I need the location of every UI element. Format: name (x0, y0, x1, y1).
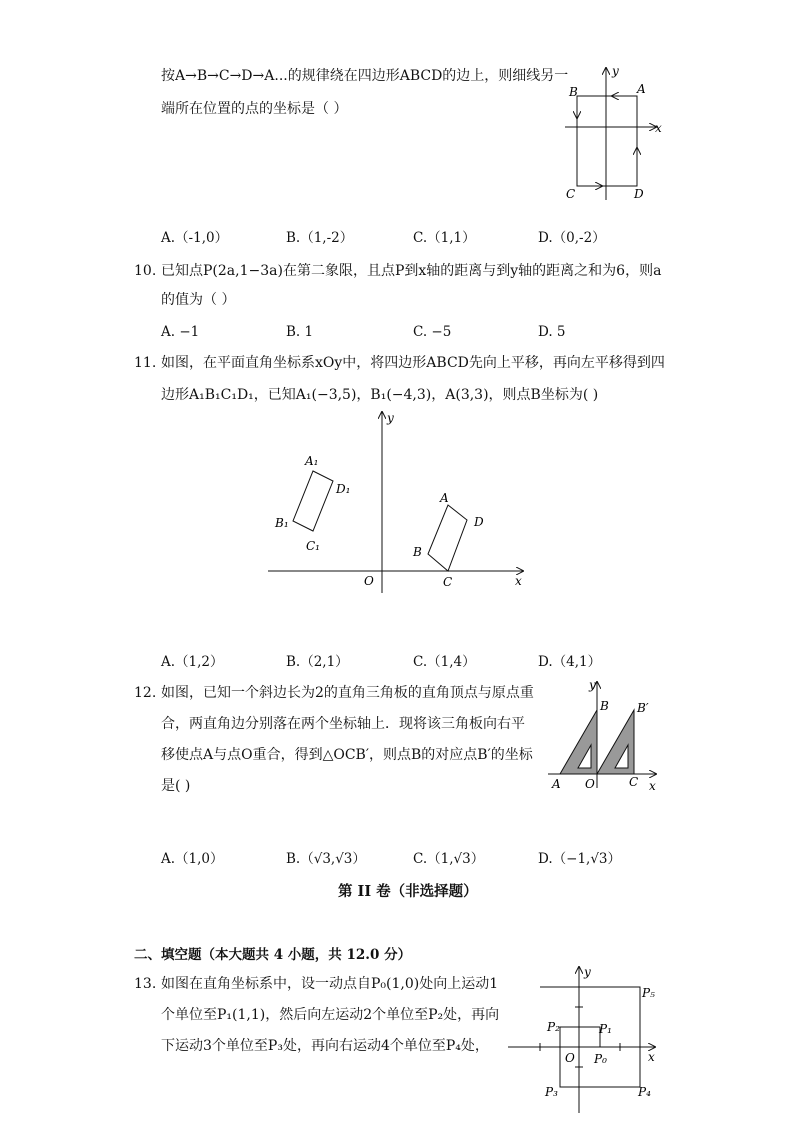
q12-option-d[interactable]: D.（−1,√3） (538, 851, 622, 867)
q12-option-a[interactable]: A.（1,0） (161, 851, 224, 867)
q9-option-a[interactable]: A.（-1,0） (161, 230, 229, 246)
label-a1: A₁ (305, 454, 319, 468)
label-o: O (364, 574, 374, 588)
q11-text-line1: 如图，在平面直角坐标系xOy中，将四边形ABCD先向上平移，再向左平移得到四 (161, 355, 665, 371)
q9-option-b[interactable]: B.（1,-2） (286, 230, 354, 246)
q12-figure (545, 678, 665, 796)
q11-option-b[interactable]: B.（2,1） (286, 654, 349, 670)
q9-text-line1: 按A→B→C→D→A...的规律绕在四边形ABCD的边上，则细线另一 (161, 68, 569, 84)
label-o: O (565, 1051, 575, 1065)
section2-heading: 二、填空题（本大题共 4 小题，共 12.0 分） (134, 947, 412, 963)
label-p3: P₃ (545, 1085, 558, 1099)
label-x: x (648, 1050, 655, 1064)
label-c: C (566, 187, 576, 201)
part2-title: 第 II 卷（非选择题） (338, 883, 478, 900)
q13-text-line1: 如图在直角坐标系中，设一动点自P₀(1,0)处向上运动1 (161, 976, 499, 992)
label-p4: P₄ (638, 1085, 651, 1099)
label-b: B (413, 545, 422, 559)
label-y: y (612, 64, 619, 78)
q10-text-line1: 已知点P(2a,1−3a)在第二象限，且点P到x轴的距离与到y轴的距离之和为6，则a (161, 263, 662, 279)
q12-text-line3: 移使点A与点O重合，得到△OCB′，则点B的对应点B′的坐标 (161, 747, 533, 763)
q12-text-line1: 如图，已知一个斜边长为2的直角三角板的直角顶点与原点重 (161, 685, 534, 701)
label-a: A (552, 777, 561, 791)
label-x: x (655, 121, 662, 135)
label-c1: C₁ (306, 539, 320, 553)
quadrilateral-abcd (428, 505, 467, 571)
q11-number: 11. (134, 355, 157, 371)
label-y: y (584, 965, 591, 979)
q13-text-line2: 个单位至P₁(1,1)，然后向左运动2个单位至P₂处，再向 (161, 1007, 500, 1023)
label-d: D (634, 187, 644, 201)
label-d: D (474, 515, 484, 529)
label-b1: B₁ (275, 516, 289, 530)
rectangle-abcd (577, 96, 637, 186)
label-a: A (637, 82, 646, 96)
q10-text-line2: 的值为（ ） (161, 292, 236, 308)
q13-figure (505, 963, 660, 1113)
label-p0: P₀ (594, 1052, 607, 1066)
label-p1: P₁ (599, 1022, 612, 1036)
q12-text-line4: 是( ) (161, 778, 191, 794)
q10-option-d[interactable]: D. 5 (538, 324, 566, 340)
q10-option-c[interactable]: C. −5 (413, 324, 452, 340)
label-a: A (440, 491, 449, 505)
q13-number: 13. (134, 976, 157, 992)
spiral-path (540, 987, 640, 1087)
q11-option-a[interactable]: A.（1,2） (161, 654, 224, 670)
label-c: C (443, 575, 453, 589)
q12-option-b[interactable]: B.（√3,√3） (286, 851, 366, 867)
label-y: y (589, 678, 596, 692)
label-p2: P₂ (547, 1020, 560, 1034)
label-y: y (387, 411, 394, 425)
q9-option-d[interactable]: D.（0,-2） (538, 230, 606, 246)
q10-number: 10. (134, 263, 157, 279)
triangle-set-square-aob (560, 710, 597, 774)
label-x: x (515, 574, 522, 588)
triangle-set-square-ocb-prime (597, 710, 634, 774)
q11-text-line2: 边形A₁B₁C₁D₁，已知A₁(−3,5)，B₁(−4,3)，A(3,3)，则点B坐标为( ) (161, 387, 599, 403)
q11-option-c[interactable]: C.（1,4） (413, 654, 476, 670)
q11-option-d[interactable]: D.（4,1） (538, 654, 602, 670)
label-x: x (649, 779, 656, 793)
q10-option-a[interactable]: A. −1 (161, 324, 200, 340)
q9-option-c[interactable]: C.（1,1） (413, 230, 476, 246)
label-b: B (600, 699, 609, 713)
label-b: B (569, 85, 578, 99)
q13-text-line3: 下运动3个单位至P₃处，再向右运动4个单位至P₄处， (161, 1038, 489, 1054)
q10-option-b[interactable]: B. 1 (286, 324, 314, 340)
label-b-prime: B′ (637, 701, 649, 715)
label-p5: P₅ (642, 986, 655, 1000)
label-d1: D₁ (336, 482, 351, 496)
q9-figure (560, 60, 670, 205)
label-c: C (629, 775, 639, 789)
q12-option-c[interactable]: C.（1,√3） (413, 851, 485, 867)
label-o: O (585, 777, 595, 791)
q12-text-line2: 合，两直角边分别落在两个坐标轴上．现将该三角板向右平 (161, 716, 525, 732)
quadrilateral-a1b1c1d1 (293, 471, 333, 531)
q9-text-line2: 端所在位置的点的坐标是（ ） (161, 101, 348, 117)
q12-number: 12. (134, 685, 157, 701)
q11-figure (265, 408, 530, 593)
